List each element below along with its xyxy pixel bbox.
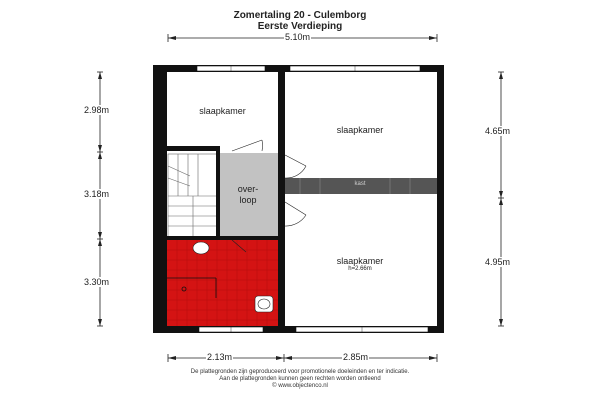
room-height-slaapkamer-3: h=2.66m [348,266,372,272]
room-label-slaapkamer-1: slaapkamer [199,106,246,116]
bathroom-floor [167,240,278,329]
dim-bottom-2: 2.85m [343,352,369,362]
room-label-overloop: over- loop [237,184,259,205]
dim-top-width: 5.10m [285,32,311,42]
room-label-slaapkamer-2: slaapkamer [336,125,384,135]
stairs [168,154,218,238]
dim-left-3: 3.30m [84,277,110,287]
room-label-kast: kast [354,181,366,187]
dim-left-2: 3.18m [84,189,110,199]
footer-copyright: © www.objectenco.nl [272,383,328,389]
dim-left-1: 2.98m [84,105,110,115]
plan-title: Zomertaling 20 - Culemborg [233,10,367,21]
footer-disclaimer-2: Aan de plattegronden kunnen geen rechten worden ontleend [219,376,381,382]
footer-disclaimer-1: De plattegronden zijn geproduceerd voor promotionele doeleinden en ter indicatie. [190,369,410,375]
plan-subtitle: Eerste Verdieping [257,21,343,32]
dim-right-1: 4.65m [485,126,511,136]
dim-right-2: 4.95m [485,257,511,267]
room-label-slaapkamer-3: slaapkamer [336,256,384,266]
dim-bottom-1: 2.13m [207,352,233,362]
